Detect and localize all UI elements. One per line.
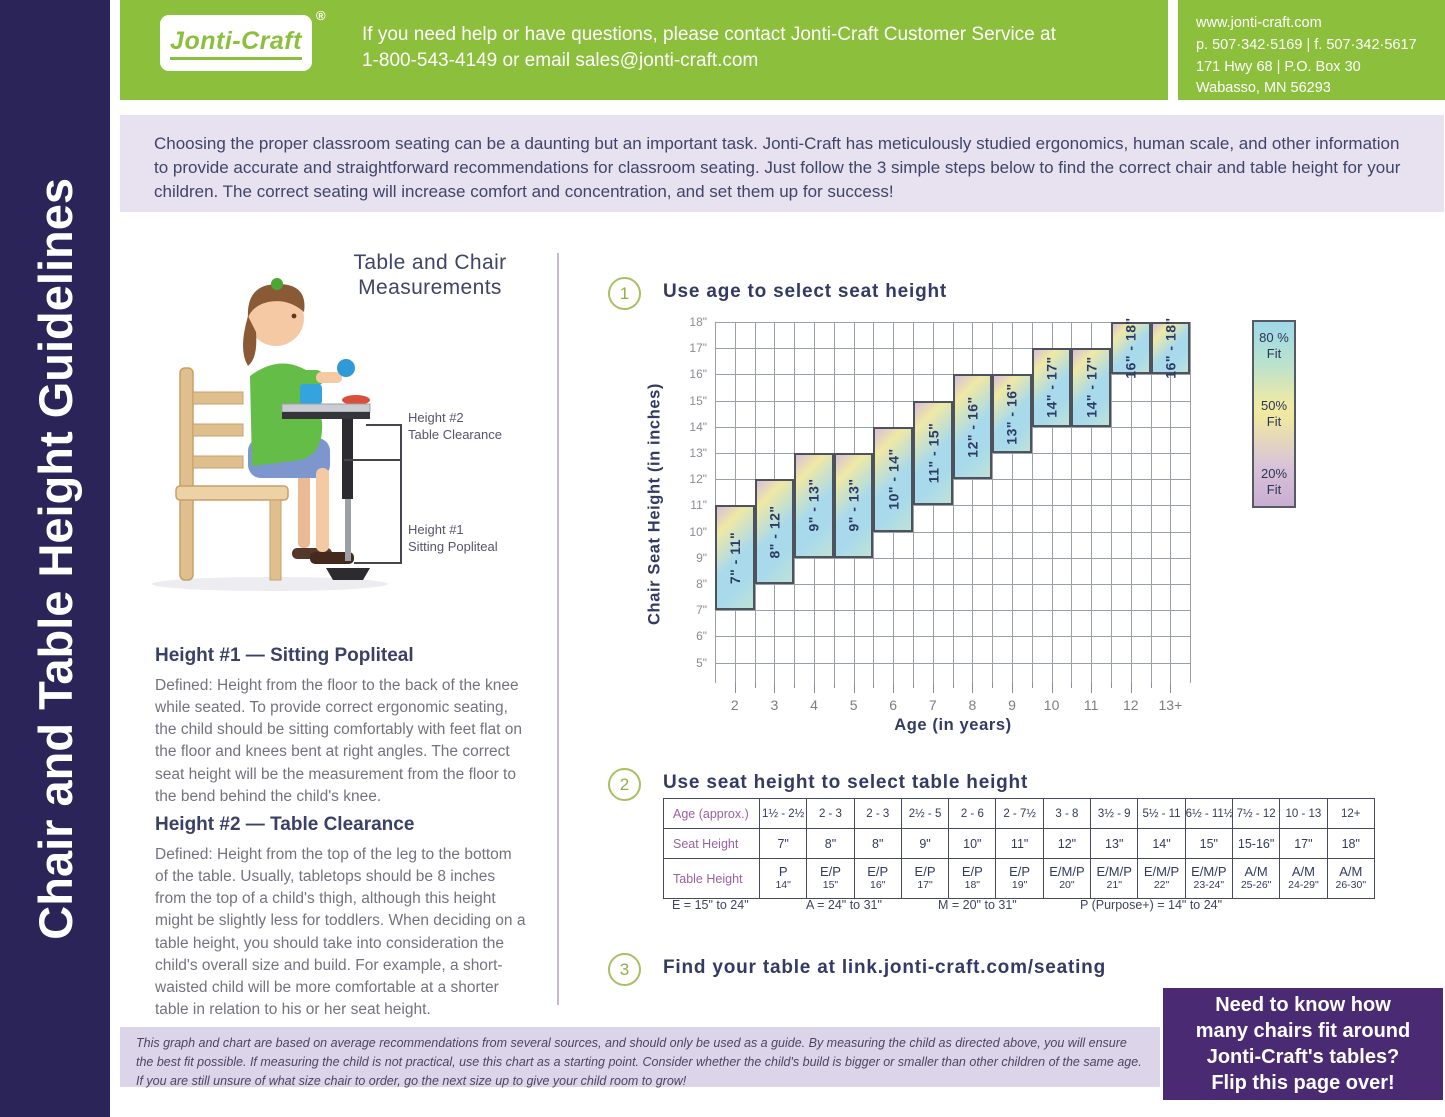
table-height-code: E/M/P bbox=[1143, 864, 1180, 880]
help-line-2: 1-800-543-4149 or email sales@jonti-craft.com bbox=[362, 49, 759, 71]
step-1-badge: 1 bbox=[608, 277, 641, 310]
x-tick bbox=[1052, 683, 1053, 693]
table-height-size: 24-29" bbox=[1288, 879, 1319, 892]
y-tick-label: 14" bbox=[689, 419, 707, 434]
x-tick-minor bbox=[1071, 683, 1072, 688]
x-tick-label: 5 bbox=[849, 696, 858, 713]
age-cell: 2 - 7½ bbox=[996, 799, 1043, 829]
x-tick bbox=[893, 683, 894, 693]
table-height-size: 25-26" bbox=[1240, 879, 1272, 892]
x-tick-minor bbox=[794, 683, 795, 688]
seat-height-range-box bbox=[1151, 317, 1191, 379]
page-title-vertical: Chair and Table Height Guidelines bbox=[28, 177, 82, 940]
table-height-size: 23-24" bbox=[1193, 879, 1225, 892]
seat-table-height-table bbox=[663, 798, 1375, 899]
table-height-cell bbox=[1043, 859, 1090, 899]
x-tick bbox=[1131, 683, 1132, 693]
table-height-code: A/M bbox=[1339, 864, 1363, 880]
seat-height-range-box bbox=[913, 401, 953, 506]
seat-height-range-box bbox=[953, 374, 993, 479]
x-tick-label: 2 bbox=[730, 696, 739, 713]
table-height-size: 18" bbox=[964, 879, 981, 892]
seat-height-range-label: 11" - 15" bbox=[924, 422, 941, 484]
fit-legend-word: Fit bbox=[1266, 346, 1282, 362]
seat-height-chart bbox=[640, 314, 1210, 750]
flip-page-callout bbox=[1163, 988, 1443, 1100]
table-footnote: A = 24" to 31" bbox=[806, 898, 882, 912]
y-tick-label: 17" bbox=[689, 341, 707, 356]
seat-height-cell: 18" bbox=[1327, 829, 1374, 859]
x-tick bbox=[854, 683, 855, 693]
seat-height-range-box bbox=[1111, 317, 1151, 379]
table-footnote: E = 15" to 24" bbox=[672, 898, 749, 912]
x-tick bbox=[814, 683, 815, 693]
x-tick bbox=[774, 683, 775, 693]
y-tick-label: 7" bbox=[696, 603, 707, 618]
table-height-code: A/M bbox=[1291, 864, 1315, 880]
table-height-cell bbox=[1138, 859, 1185, 899]
x-tick-label: 7 bbox=[928, 696, 937, 713]
table-height-size: 14" bbox=[775, 879, 791, 892]
x-tick bbox=[1091, 683, 1092, 693]
flip-line-3: Jonti-Craft's tables? bbox=[1206, 1046, 1400, 1068]
table-height-code: P bbox=[778, 864, 788, 880]
x-tick-label: 10 bbox=[1043, 696, 1060, 713]
seat-height-cell: 17" bbox=[1280, 829, 1327, 859]
registered-trademark: ® bbox=[316, 8, 326, 23]
measurement-bracket bbox=[354, 562, 402, 564]
y-tick-label: 18" bbox=[689, 315, 707, 329]
y-tick-label: 10" bbox=[689, 524, 707, 539]
seat-height-range-label: 16" - 18" bbox=[1122, 317, 1139, 379]
age-cell: 2 - 6 bbox=[949, 799, 996, 829]
height2-callout bbox=[408, 409, 502, 443]
x-tick bbox=[1170, 683, 1171, 693]
x-tick bbox=[735, 683, 736, 693]
y-tick-label: 15" bbox=[689, 393, 707, 408]
measurement-bracket bbox=[344, 459, 402, 461]
chart-y-axis-title: Chair Seat Height (in inches) bbox=[645, 382, 664, 626]
flip-line-4: Flip this page over! bbox=[1211, 1072, 1395, 1094]
seat-height-range-box bbox=[1071, 348, 1111, 427]
fit-legend-percent: 20% bbox=[1260, 465, 1288, 481]
table-height-size: 15" bbox=[822, 879, 839, 892]
seat-height-cell: 13" bbox=[1091, 829, 1138, 859]
child-at-desk-illustration bbox=[150, 272, 390, 592]
height1-section bbox=[155, 645, 527, 808]
table-height-size: 19" bbox=[1011, 879, 1028, 892]
y-tick-label: 5" bbox=[696, 655, 707, 670]
row-header-age: Age (approx.) bbox=[664, 799, 760, 829]
fit-legend-percent: 50% bbox=[1260, 397, 1288, 413]
jonti-craft-logo bbox=[160, 15, 312, 71]
grid-line-vertical bbox=[1151, 322, 1152, 683]
table-row-table-height bbox=[664, 859, 1375, 899]
table-height-cell bbox=[949, 859, 996, 899]
y-tick-label: 16" bbox=[689, 367, 707, 382]
table-height-cell bbox=[1091, 859, 1138, 899]
fit-legend-word: Fit bbox=[1266, 481, 1282, 497]
measurement-bracket bbox=[366, 424, 402, 426]
table-height-size: 16" bbox=[870, 879, 886, 892]
website-link[interactable]: www.jonti-craft.com bbox=[1196, 15, 1322, 31]
grid-line-vertical bbox=[1111, 322, 1112, 683]
seat-height-cell: 15-16" bbox=[1232, 829, 1279, 859]
flip-line-1: Need to know how bbox=[1215, 994, 1391, 1016]
table-height-code: E/M/P bbox=[1191, 864, 1227, 880]
y-tick-label: 9" bbox=[696, 550, 707, 565]
row-header-table-height: Table Height bbox=[664, 859, 760, 899]
x-tick-minor bbox=[992, 683, 993, 688]
measurement-bracket bbox=[400, 424, 402, 564]
seat-height-range-box bbox=[715, 505, 755, 610]
age-cell: 3½ - 9 bbox=[1091, 799, 1138, 829]
phone-fax: p. 507·342·5169 | f. 507·342·5617 bbox=[1196, 36, 1417, 53]
grid-line-vertical bbox=[715, 322, 716, 683]
x-tick-minor bbox=[873, 683, 874, 688]
height2-body: Defined: Height from the top of the leg to the bottom of the table. Usually, tabletops should be 8 inches from the top of a child's thigh, although this height might be slightly less for toddlers. When deciding on a table height, you should take into consideration the child's overall size and build. For example, a short-waisted child will be more comfortable at a shorter table in relation to his or her seat height. bbox=[155, 846, 526, 1019]
fit-legend-item bbox=[1254, 330, 1294, 363]
table-height-code: E/P bbox=[1009, 864, 1031, 880]
seat-height-range-box bbox=[1032, 348, 1072, 427]
height1-heading: Height #1 — Sitting Popliteal bbox=[155, 645, 414, 666]
grid-line-vertical bbox=[1190, 322, 1191, 683]
table-height-cell bbox=[1327, 859, 1374, 899]
table-height-code: E/M/P bbox=[1096, 864, 1132, 880]
age-cell: 7½ - 12 bbox=[1232, 799, 1279, 829]
seat-height-range-box bbox=[873, 427, 913, 532]
height1-callout bbox=[408, 521, 498, 555]
measurements-title-line1: Table and Chair bbox=[353, 251, 507, 274]
x-tick bbox=[933, 683, 934, 693]
table-height-code: E/M/P bbox=[1049, 864, 1085, 880]
customer-service-text bbox=[362, 22, 1056, 73]
x-tick-label: 11 bbox=[1083, 696, 1099, 713]
y-tick-label: 11" bbox=[690, 498, 707, 513]
fit-legend-item bbox=[1254, 466, 1294, 499]
height2-callout-line2: Table Clearance bbox=[408, 427, 502, 443]
table-height-cell bbox=[1185, 859, 1232, 899]
age-cell: 2 - 3 bbox=[807, 799, 854, 829]
table-height-size: 17" bbox=[917, 879, 933, 892]
table-height-cell bbox=[1232, 859, 1279, 899]
age-cell: 5½ - 11 bbox=[1138, 799, 1185, 829]
intro-paragraph: Choosing the proper classroom seating can be a daunting but an important task. Jonti-Craft has meticulously studied ergonomics, human scale, and other information to provide accurate and straightforward recommendations for classroom seating. Just follow the 3 simple steps below to find the correct chair and table height for your children. The correct seating will increase comfort and concentration, and set them up for success! bbox=[154, 134, 1401, 201]
column-divider bbox=[557, 253, 559, 1005]
x-tick-minor bbox=[1111, 683, 1112, 688]
seat-height-range-label: 14" - 17" bbox=[1043, 356, 1060, 419]
seat-height-cell: 8" bbox=[854, 829, 901, 859]
age-cell: 6½ - 11½ bbox=[1185, 799, 1232, 829]
seat-height-range-label: 13" - 16" bbox=[1003, 383, 1020, 445]
seat-height-range-label: 8" - 12" bbox=[766, 505, 783, 559]
x-tick-label: 6 bbox=[889, 696, 898, 713]
step-1-title: Use age to select seat height bbox=[663, 281, 948, 302]
step-2-badge: 2 bbox=[608, 768, 641, 801]
table-row-seat-height bbox=[664, 829, 1375, 859]
seat-height-range-label: 16" - 18" bbox=[1162, 317, 1179, 379]
x-tick bbox=[972, 683, 973, 693]
logo-text: Jonti-Craft bbox=[170, 27, 302, 60]
step-3-title[interactable]: Find your table at link.jonti-craft.com/seating bbox=[663, 957, 1106, 978]
seat-height-range-box bbox=[834, 453, 874, 558]
table-footnote: P (Purpose+) = 14" to 24" bbox=[1080, 898, 1223, 912]
y-tick-label: 8" bbox=[696, 577, 707, 591]
seat-height-cell: 8" bbox=[807, 829, 854, 859]
seat-height-range-label: 10" - 14" bbox=[885, 448, 902, 510]
y-tick-label: 6" bbox=[696, 629, 707, 644]
table-height-cell bbox=[854, 859, 901, 899]
fit-legend-word: Fit bbox=[1266, 414, 1282, 429]
table-height-code: A/M bbox=[1244, 864, 1268, 880]
height1-callout-line2: Sitting Popliteal bbox=[408, 539, 498, 555]
age-cell: 2½ - 5 bbox=[901, 799, 948, 829]
flip-line-2: many chairs fit around bbox=[1195, 1020, 1411, 1042]
x-tick-minor bbox=[755, 683, 756, 688]
seat-height-range-label: 9" - 13" bbox=[805, 478, 822, 532]
height2-callout-line1: Height #2 bbox=[408, 410, 464, 425]
table-height-size: 22" bbox=[1153, 879, 1170, 892]
fit-legend-percent: 80 % bbox=[1259, 330, 1289, 345]
table-height-cell bbox=[996, 859, 1043, 899]
table-height-size: 26-30" bbox=[1335, 879, 1367, 892]
fit-legend-item bbox=[1254, 398, 1294, 431]
address-line-2: Wabasso, MN 56293 bbox=[1196, 80, 1331, 97]
chart-x-axis-title: Age (in years) bbox=[894, 716, 1012, 734]
x-tick-minor bbox=[1032, 683, 1033, 688]
y-tick-label: 13" bbox=[689, 446, 707, 460]
x-tick-label: 4 bbox=[810, 696, 818, 713]
age-cell: 12+ bbox=[1327, 799, 1374, 829]
intro-band bbox=[120, 115, 1444, 212]
table-height-size: 20" bbox=[1059, 879, 1075, 892]
height1-body: Defined: Height from the floor to the back of the knee while seated. To provide correct ergonomic seating, the child should be sitting comfortably with feet flat on the floor and knees bent at right angles. The correct seat height will be the measurement from the floor to the bend behind the child's knee. bbox=[155, 677, 523, 805]
seat-height-cell: 12" bbox=[1043, 829, 1090, 859]
table-height-cell bbox=[760, 859, 807, 899]
table-height-size: 21" bbox=[1106, 879, 1122, 892]
sidebar bbox=[0, 0, 110, 1117]
seat-height-range-label: 14" - 17" bbox=[1083, 356, 1100, 419]
seat-height-cell: 14" bbox=[1138, 829, 1185, 859]
table-footnotes bbox=[0, 898, 1445, 916]
x-tick bbox=[1012, 683, 1013, 693]
x-tick-label: 13+ bbox=[1158, 696, 1183, 713]
disclaimer-band bbox=[120, 1027, 1160, 1087]
measurements-title-line2: Measurements bbox=[358, 276, 502, 300]
age-cell: 1½ - 2½ bbox=[760, 799, 807, 829]
disclaimer-text: This graph and chart are based on average recommendations from several sources, and should only be used as a guide. By measuring the child as directed above, you will ensure the best fit possible. If measuring the child is not practical, use this chart as a starting point. Consider whether the child's build is bigger or smaller than other children of the same age. If you are still unsure of what size chair to order, go the next size up to give your child room to grow! bbox=[136, 1036, 1142, 1088]
seat-height-range-label: 12" - 16" bbox=[964, 396, 981, 458]
grid-line-vertical bbox=[735, 322, 736, 683]
seat-height-cell: 7" bbox=[760, 829, 807, 859]
table-height-cell bbox=[1280, 859, 1327, 899]
table-row-age bbox=[664, 799, 1375, 829]
table-height-code: E/P bbox=[867, 864, 889, 880]
x-tick-minor bbox=[834, 683, 835, 688]
x-tick-minor bbox=[953, 683, 954, 688]
step-3-badge: 3 bbox=[608, 953, 641, 986]
age-cell: 2 - 3 bbox=[854, 799, 901, 829]
height2-section bbox=[155, 814, 527, 1021]
seat-height-cell: 9" bbox=[901, 829, 948, 859]
step-2-title: Use seat height to select table height bbox=[663, 772, 1029, 793]
table-height-code: E/P bbox=[914, 864, 936, 880]
height2-heading: Height #2 — Table Clearance bbox=[155, 814, 415, 835]
x-tick-label: 12 bbox=[1123, 696, 1139, 713]
seat-height-cell: 15" bbox=[1185, 829, 1232, 859]
age-cell: 10 - 13 bbox=[1280, 799, 1327, 829]
table-height-cell bbox=[901, 859, 948, 899]
x-tick-minor bbox=[913, 683, 914, 688]
seat-height-range-label: 7" - 11" bbox=[726, 531, 743, 584]
seat-height-range-box bbox=[794, 453, 834, 558]
header bbox=[120, 0, 1168, 100]
address-line-1: 171 Hwy 68 | P.O. Box 30 bbox=[1196, 58, 1361, 75]
table-height-cell bbox=[807, 859, 854, 899]
seat-height-range-box bbox=[992, 374, 1032, 453]
seat-height-range-label: 9" - 13" bbox=[845, 478, 862, 532]
height1-callout-line1: Height #1 bbox=[408, 522, 464, 537]
chart-plot-area bbox=[689, 315, 1191, 722]
table-height-code: E/P bbox=[819, 864, 841, 880]
y-tick-label: 12" bbox=[689, 472, 707, 487]
contact-box bbox=[1178, 0, 1445, 100]
row-header-seat-height: Seat Height bbox=[664, 829, 760, 859]
seat-height-range-box bbox=[755, 479, 795, 584]
table-footnote: M = 20" to 31" bbox=[938, 898, 1017, 912]
seat-height-cell: 11" bbox=[996, 829, 1043, 859]
table-height-code: E/P bbox=[961, 864, 983, 880]
help-line-1: If you need help or have questions, please contact Jonti-Craft Customer Service at bbox=[362, 24, 1056, 45]
fit-legend bbox=[1252, 320, 1296, 508]
x-tick-label: 8 bbox=[968, 696, 977, 713]
x-tick-minor bbox=[1151, 683, 1152, 688]
x-tick-label: 3 bbox=[770, 696, 779, 713]
seat-height-cell: 10" bbox=[949, 829, 996, 859]
age-cell: 3 - 8 bbox=[1043, 799, 1090, 829]
x-tick-label: 9 bbox=[1008, 696, 1016, 713]
